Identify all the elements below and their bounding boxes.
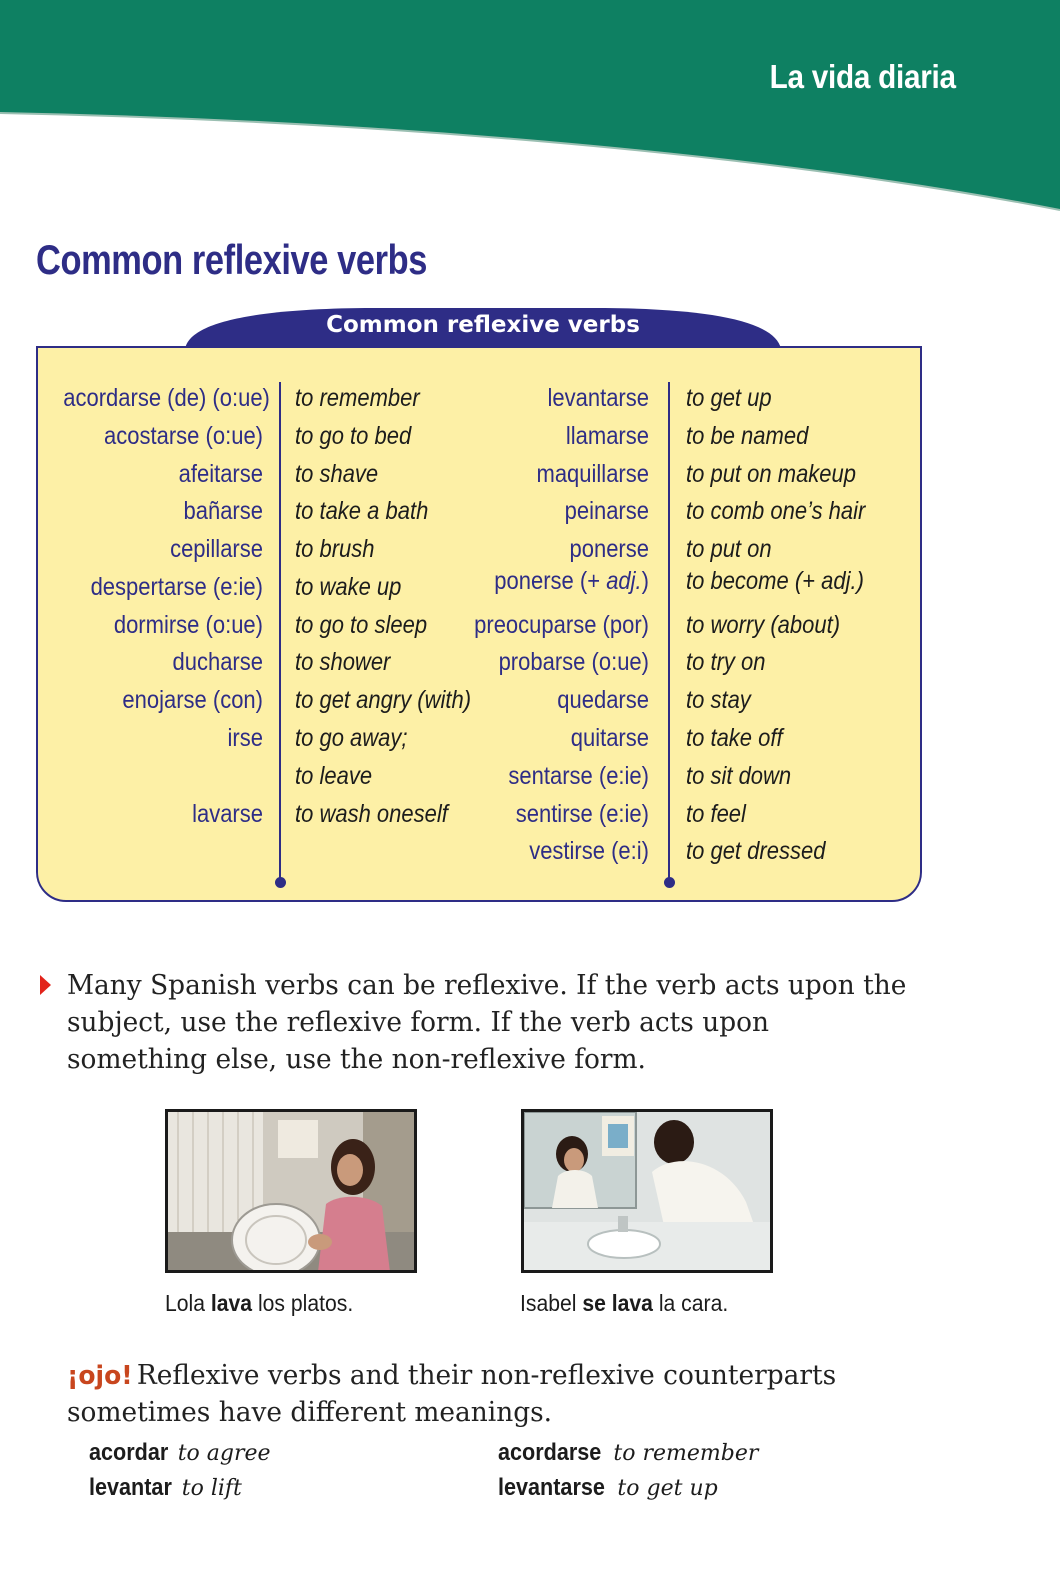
verb-pair: acordarse to remember xyxy=(498,1439,759,1466)
right-column-divider xyxy=(668,382,670,882)
verb-meaning: to feel xyxy=(686,800,746,828)
photo-washing-face xyxy=(521,1109,773,1273)
verb-term: afeitarse xyxy=(178,460,263,488)
verb-meaning: to go to sleep xyxy=(295,611,428,639)
verb-term: probarse (o:ue) xyxy=(498,648,649,676)
verb-meaning: to try on xyxy=(686,648,766,676)
verb-term: vestirse (e:i) xyxy=(529,837,649,865)
verb-term: quitarse xyxy=(570,724,649,752)
verb-term: ponerse xyxy=(569,535,649,563)
section-heading: Common reflexive verbs xyxy=(36,236,428,283)
verb-term: acordarse (de) (o:ue) xyxy=(63,384,270,412)
verb-meaning: to wake up xyxy=(295,573,402,601)
verb-term: irse xyxy=(227,724,263,752)
verb-meaning: to get angry (with) xyxy=(295,686,472,714)
verb-term: preocuparse (por) xyxy=(474,611,649,639)
explanation-text: Many Spanish verbs can be reflexive. If the verb acts upon the subject, use the reflexive form. If the verb acts upon something else, use the non-reflexive form. xyxy=(67,969,907,1075)
verb-term: quedarse xyxy=(557,686,649,714)
chapter-title: La vida diaria xyxy=(769,58,956,95)
photo-caption-dishes: Lola lava los platos. xyxy=(165,1290,354,1316)
verb-term: levantarse xyxy=(547,384,649,412)
verb-term: lavarse xyxy=(192,800,263,828)
table-title: Common reflexive verbs xyxy=(326,312,640,338)
verb-term: bañarse xyxy=(183,497,263,525)
verb-meaning: to go away; xyxy=(295,724,408,752)
verb-meaning: to take a bath xyxy=(295,497,429,525)
ojo-label: ¡ojo! xyxy=(67,1361,133,1391)
header-band xyxy=(0,0,1060,215)
verb-term: despertarse (e:ie) xyxy=(90,573,263,601)
verb-term: sentarse (e:ie) xyxy=(508,762,649,790)
verb-term: cepillarse xyxy=(170,535,263,563)
verb-term: dormirse (o:ue) xyxy=(113,611,264,639)
verb-meaning: to put on xyxy=(686,535,772,563)
verb-pair: acordar to agree xyxy=(89,1439,271,1466)
verb-meaning: to become (+ adj.) xyxy=(686,567,864,595)
verb-meaning: to be named xyxy=(686,422,809,450)
verb-meaning: to take off xyxy=(686,724,783,752)
left-divider-end-dot xyxy=(275,877,286,888)
ojo-note xyxy=(67,1357,947,1431)
left-column-divider xyxy=(279,382,281,882)
verb-term: sentirse (e:ie) xyxy=(515,800,649,828)
verb-pair: levantarse to get up xyxy=(498,1474,718,1501)
verb-meaning: to put on makeup xyxy=(686,460,857,488)
bullet-arrow-icon xyxy=(40,975,51,995)
verb-meaning: to brush xyxy=(295,535,375,563)
verb-term: enojarse (con) xyxy=(122,686,263,714)
verb-meaning: to worry (about) xyxy=(686,611,841,639)
verb-meaning: to sit down xyxy=(686,762,792,790)
verb-term xyxy=(63,757,263,795)
verb-term: acostarse (o:ue) xyxy=(104,422,263,450)
verb-meaning: to get up xyxy=(686,384,772,412)
verb-term: maquillarse xyxy=(536,460,649,488)
verb-meaning: to stay xyxy=(686,686,751,714)
verb-term: peinarse xyxy=(564,497,649,525)
verb-meaning: to shave xyxy=(295,460,379,488)
ojo-text: Reflexive verbs and their non-reflexive counterparts sometimes have different meanings. xyxy=(67,1359,837,1428)
verb-meaning: to wash oneself xyxy=(295,800,448,828)
verb-meaning: to remember xyxy=(295,384,420,412)
right-divider-end-dot xyxy=(664,877,675,888)
photo-caption-face: Isabel se lava la cara. xyxy=(520,1290,729,1316)
verb-meaning: to get dressed xyxy=(686,837,826,865)
photo-washing-dishes xyxy=(165,1109,417,1273)
verb-term: ducharse xyxy=(172,648,263,676)
verb-meaning: to go to bed xyxy=(295,422,412,450)
verb-pair: levantar to lift xyxy=(89,1474,242,1501)
verb-meaning: to comb one’s hair xyxy=(686,497,866,525)
verb-term: llamarse xyxy=(565,422,649,450)
verb-meaning: to shower xyxy=(295,648,391,676)
verb-meaning: to leave xyxy=(295,762,373,790)
verb-term: ponerse (+ adj.) xyxy=(494,567,649,595)
